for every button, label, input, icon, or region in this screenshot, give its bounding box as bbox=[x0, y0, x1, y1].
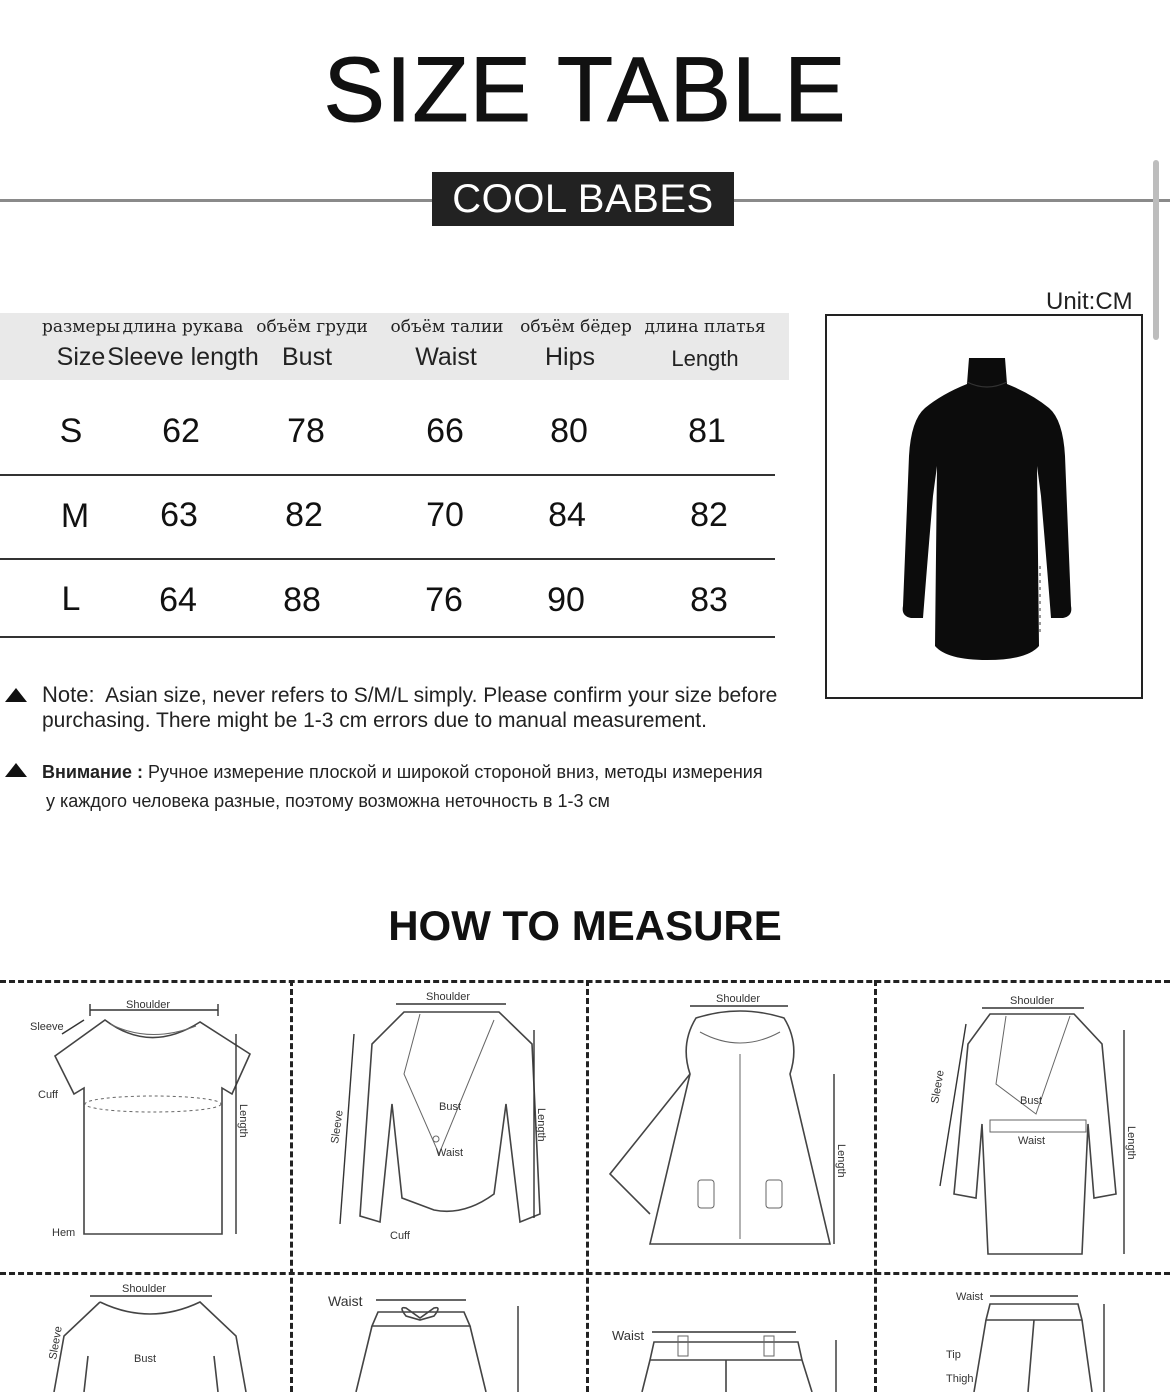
divider-left bbox=[0, 199, 432, 202]
col-bust-en: Bust bbox=[281, 343, 333, 371]
label-shoulder: Shoulder bbox=[126, 999, 171, 1011]
trench-coat-diagram-icon bbox=[878, 984, 1168, 1270]
label-bust: Bust bbox=[439, 1101, 462, 1113]
row-l-length: 83 bbox=[690, 581, 728, 619]
label-length: Length bbox=[835, 1144, 847, 1178]
row-l-sleeve: 64 bbox=[159, 581, 197, 619]
how-to-measure-title: HOW TO MEASURE bbox=[388, 902, 782, 949]
label-tip: Tip bbox=[946, 1349, 961, 1361]
label-waist: Waist bbox=[328, 1293, 363, 1309]
label-cuff: Cuff bbox=[390, 1230, 410, 1242]
col-length-en: Length bbox=[671, 346, 739, 371]
label-sleeve: Sleeve bbox=[47, 1325, 65, 1361]
product-image bbox=[825, 314, 1143, 699]
label-hem: Hem bbox=[52, 1227, 76, 1239]
label-shoulder: Shoulder bbox=[426, 991, 471, 1003]
grid-line bbox=[290, 980, 293, 1392]
label-bust: Bust bbox=[134, 1353, 157, 1365]
table-header bbox=[0, 313, 789, 380]
row-s-sleeve: 62 bbox=[162, 412, 200, 450]
col-sleeve-ru: длина рукава bbox=[122, 317, 244, 337]
col-length-ru: длина платья bbox=[644, 317, 766, 337]
row-m-sleeve: 63 bbox=[160, 496, 198, 534]
row-s-size: S bbox=[59, 412, 83, 450]
brand-badge: COOL BABES bbox=[432, 172, 734, 226]
note-label: Note: bbox=[42, 682, 95, 707]
col-bust-ru: объём груди bbox=[256, 317, 368, 337]
divider-right bbox=[734, 199, 1170, 202]
grid-line bbox=[586, 980, 589, 1392]
label-waist: Waist bbox=[612, 1328, 645, 1343]
label-shoulder: Shoulder bbox=[122, 1283, 167, 1295]
label-shoulder: Shoulder bbox=[716, 993, 761, 1005]
label-length: Length bbox=[1125, 1126, 1137, 1160]
row-l-hips: 90 bbox=[547, 581, 585, 619]
note-ru bbox=[42, 758, 822, 816]
label-cuff: Cuff bbox=[38, 1089, 58, 1101]
row-m-bust: 82 bbox=[285, 496, 323, 534]
tshirt-diagram-icon bbox=[0, 984, 288, 1270]
row-s-hips: 80 bbox=[550, 412, 588, 450]
col-waist-ru: объём талии bbox=[390, 317, 504, 337]
note-ru-line2: у каждого человека разные, поэтому возможна неточность в 1-3 см bbox=[46, 791, 610, 811]
label-length: Length bbox=[237, 1104, 249, 1138]
warning-triangle-icon bbox=[5, 688, 27, 702]
note-en bbox=[42, 682, 802, 733]
row-l-bust: 88 bbox=[283, 581, 321, 619]
note-line1: Asian size, never refers to S/M/L simply. Please confirm your size before bbox=[105, 684, 778, 707]
unit-label: Unit:CM bbox=[1046, 288, 1133, 315]
warning-triangle-icon bbox=[5, 763, 27, 777]
label-bust: Bust bbox=[1020, 1095, 1043, 1107]
top-diagram-icon bbox=[0, 1276, 288, 1392]
label-thigh: Thigh bbox=[946, 1373, 974, 1385]
grid-line bbox=[0, 980, 1170, 983]
row-m-hips: 84 bbox=[548, 496, 586, 534]
col-size-en: Size bbox=[56, 343, 106, 371]
label-waist: Waist bbox=[1018, 1135, 1046, 1147]
blazer-diagram-icon bbox=[294, 984, 584, 1270]
row-m-length: 82 bbox=[690, 496, 728, 534]
col-sleeve-en: Sleeve length bbox=[107, 343, 259, 371]
note-ru-label: Внимание : bbox=[42, 762, 143, 782]
cape-coat-diagram-icon bbox=[590, 984, 872, 1270]
grid-line bbox=[874, 980, 877, 1392]
dress-icon bbox=[827, 316, 1141, 697]
label-sleeve: Sleeve bbox=[329, 1109, 346, 1145]
col-size-ru: размеры bbox=[42, 317, 120, 337]
label-waist: Waist bbox=[956, 1291, 984, 1303]
note-ru-line1: Ручное измерение плоской и широкой стороной вниз, методы измерения bbox=[147, 762, 763, 782]
label-sleeve: Sleeve bbox=[30, 1021, 64, 1033]
row-l-waist: 76 bbox=[425, 581, 463, 619]
row-s-length: 81 bbox=[688, 412, 726, 450]
label-waist: Waist bbox=[436, 1147, 464, 1159]
row-divider bbox=[0, 636, 775, 638]
col-waist-en: Waist bbox=[415, 343, 477, 371]
row-m-waist: 70 bbox=[426, 496, 464, 534]
pants-diagram-icon bbox=[590, 1276, 872, 1392]
label-shoulder: Shoulder bbox=[1010, 995, 1055, 1007]
trousers-diagram-icon bbox=[878, 1276, 1168, 1392]
label-sleeve: Sleeve bbox=[929, 1069, 947, 1105]
row-s-waist: 66 bbox=[426, 412, 464, 450]
row-divider bbox=[0, 558, 775, 560]
label-length: Length bbox=[535, 1108, 547, 1142]
grid-line bbox=[0, 1272, 1170, 1275]
col-hips-ru: объём бёдер bbox=[520, 317, 632, 337]
row-l-size: L bbox=[61, 580, 81, 618]
page-title: SIZE TABLE bbox=[323, 39, 847, 141]
skirt-diagram-icon bbox=[294, 1276, 584, 1392]
row-s-bust: 78 bbox=[287, 412, 325, 450]
note-line2: purchasing. There might be 1-3 cm errors due to manual measurement. bbox=[42, 709, 707, 732]
col-hips-en: Hips bbox=[544, 343, 595, 371]
row-m-size: M bbox=[60, 497, 90, 535]
scrollbar[interactable] bbox=[1153, 160, 1159, 340]
row-divider bbox=[0, 474, 775, 476]
